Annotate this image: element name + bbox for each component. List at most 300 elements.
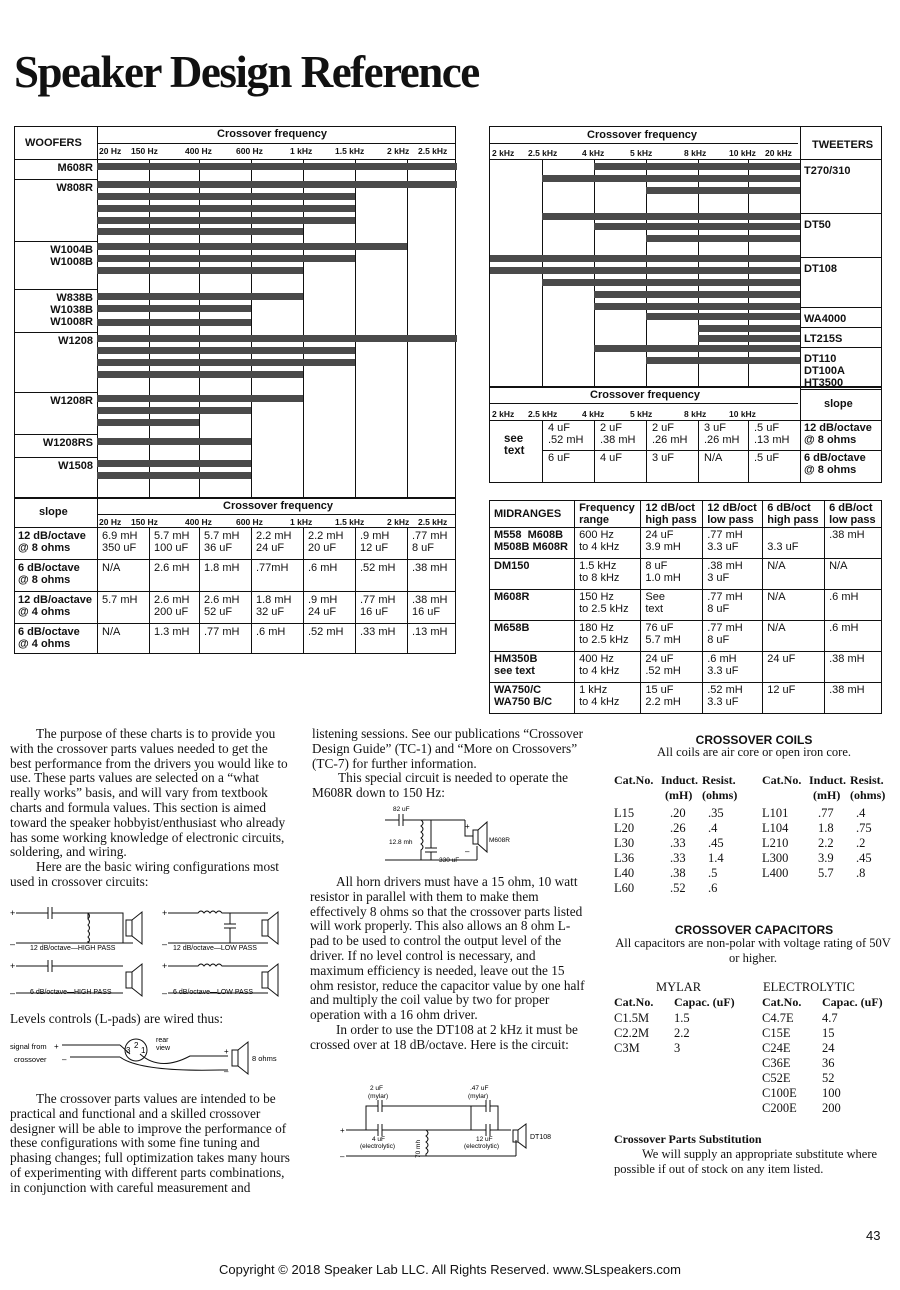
dt108-c2-type: (mylar) <box>468 1093 489 1100</box>
cap-value: 100 <box>822 1086 841 1100</box>
coil-unit-mh: (mH) <box>813 788 841 802</box>
midrange-value: .6 mH <box>825 590 882 621</box>
coil-inductance: 1.8 <box>818 821 834 835</box>
midrange-value: N/A <box>763 621 825 652</box>
tweeter-model: DT110 DT100A HT3500 <box>804 353 845 389</box>
woofer-slope-grid-line <box>407 527 408 653</box>
woofer-slope-row-line <box>15 623 455 624</box>
woofer-range-bar <box>97 335 457 342</box>
coil-inductance: .52 <box>670 881 686 895</box>
midranges-col-header: MIDRANGES <box>490 501 575 528</box>
lpad-diagram <box>10 1032 300 1082</box>
lpad-ohms-label: 8 ohms <box>252 1054 277 1063</box>
m608r-c2: 330 uF <box>439 857 460 864</box>
m608r-l1: 12.8 mh <box>389 839 413 846</box>
tweeter-tick: 8 kHz <box>684 148 707 158</box>
cap-catno: C3M <box>614 1041 640 1055</box>
tweeter-tick: 10 kHz <box>729 148 756 158</box>
tweeter-slope-tick: 8 kHz <box>684 409 707 419</box>
midrange-row <box>490 652 882 683</box>
woofer-slope-value: 2.6 mH 200 uF <box>154 594 190 618</box>
midrange-value: 8 uF 1.0 mH <box>641 559 703 590</box>
tweeter-model: T270/310 <box>804 165 851 177</box>
woofer-slope-value: 1.3 mH <box>154 626 190 638</box>
svg-text:+: + <box>162 961 168 971</box>
coils-subtitle: All coils are air core or open iron core. <box>656 745 851 759</box>
woofer-grid-line <box>355 159 356 497</box>
coil-header-resist: Resist. <box>702 773 736 787</box>
wiring-diagrams <box>8 900 298 1000</box>
lpad-pin-3: 3 <box>126 1046 131 1055</box>
fig-label-6db-low: 6 dB/octave—LOW PASS <box>173 989 254 996</box>
coil-catno: L40 <box>614 866 635 880</box>
page-title: Speaker Design Reference <box>14 47 479 97</box>
lpad-pin-2: 2 <box>134 1041 139 1050</box>
tweeter-crossover-label: Crossover frequency <box>587 129 698 141</box>
cap-value: 1.5 <box>674 1011 690 1025</box>
woofer-slope-label: slope <box>39 506 68 518</box>
woofer-row-line <box>15 179 97 180</box>
tweeter-row-line <box>800 307 881 308</box>
cap-value: 36 <box>822 1056 835 1070</box>
woofer-range-bar <box>97 193 355 200</box>
woofer-slope-value: .9 mH 24 uF <box>308 594 338 618</box>
woofer-slope-value: 2.6 mH 52 uF <box>204 594 240 618</box>
svg-text:+: + <box>10 908 16 918</box>
woofer-slope-value: .33 mH <box>360 626 396 638</box>
coil-resistance: .4 <box>856 806 866 820</box>
coil-catno: L300 <box>762 851 789 865</box>
midrange-model: DM150 <box>490 559 575 590</box>
midranges-col-header: 6 dB/oct low pass <box>825 501 882 528</box>
woofer-slope-value: 1.8 mH 32 uF <box>256 594 292 618</box>
tweeter-chart <box>489 126 882 388</box>
woofer-slope-value: .77mH <box>256 562 289 574</box>
tweeter-model: DT108 <box>804 263 838 275</box>
coil-catno: L20 <box>614 821 635 835</box>
tweeter-slope-tick: 10 kHz <box>729 409 756 419</box>
midrange-value: 12 uF <box>763 683 825 714</box>
woofer-tick: 2.5 kHz <box>418 146 448 156</box>
woofer-range-bar <box>97 359 355 366</box>
woofer-range-bar <box>97 293 303 300</box>
coil-resistance: .2 <box>856 836 866 850</box>
woofer-slope-grid-line <box>355 527 356 653</box>
intro-paragraph: The purpose of these charts is to provide you with the crossover parts values needed to get the best performance from the drivers you would like to use. These parts values are selected on a “what really works” basis, and will vary from textbook charts and formula values. This section is aimed toward the speaker hobbyist/enthusiast who already has some working knowledge of electronic circuits, soldering, and wiring. <box>10 726 288 860</box>
woofer-range-bar <box>97 228 303 235</box>
coil-resistance: .75 <box>856 821 872 835</box>
woofer-range-bar <box>97 181 457 188</box>
woofer-range-bar <box>97 438 251 445</box>
woofer-slope-value: .6 mH <box>256 626 286 638</box>
lpad-view-label: view <box>156 1045 171 1052</box>
woofer-tick: 600 Hz <box>236 146 263 156</box>
midrange-model: M658B <box>490 621 575 652</box>
coil-header-resist: Resist. <box>850 773 884 787</box>
woofer-model: M608R <box>57 162 93 174</box>
midrange-value: .38 mH <box>825 683 882 714</box>
coil-resistance: .45 <box>856 851 872 865</box>
woofer-row-line <box>15 434 97 435</box>
tweeter-slope-tick: 2 kHz <box>492 409 515 419</box>
midranges-header-row <box>490 501 882 528</box>
svg-text:–: – <box>10 939 16 949</box>
midrange-row <box>490 590 882 621</box>
tweeter-row-line <box>800 327 881 328</box>
midrange-value: N/A <box>763 590 825 621</box>
woofer-range-bar <box>97 163 457 170</box>
midrange-value: 180 Hz to 2.5 kHz <box>575 621 641 652</box>
coil-inductance: .33 <box>670 836 686 850</box>
svg-text:+: + <box>162 908 168 918</box>
dt108-c3: 4 uF <box>372 1136 386 1143</box>
tweeter-tick: 4 kHz <box>582 148 605 158</box>
woofer-tick: 1 kHz <box>290 146 313 156</box>
horn-drivers-paragraph: All horn drivers must have a 15 ohm, 10 watt resistor in parallel with them to make them effectively 8 ohms so that the crossover parts listed will work properly. This also allows an 8 ohm L-pad to be used to control the output level of the driver. If no level control is necessary, and maximum efficiency is needed, leave out the 15 ohm resistor, reduce the capacitor value by one half and multiply the coil value by two for proper operation with a 16 ohm driver. <box>310 874 585 1023</box>
midrange-value: N/A <box>763 559 825 590</box>
tweeter-slope-value: 2 uF .26 mH <box>652 422 688 446</box>
midrange-value: .38 mH <box>825 652 882 683</box>
midrange-model: M608R <box>490 590 575 621</box>
tweeter-slope-value: 6 uF <box>548 452 571 464</box>
cap-value: 15 <box>822 1026 835 1040</box>
svg-text:+: + <box>465 822 470 831</box>
tweeter-range-bar <box>646 313 800 320</box>
coil-resistance: .4 <box>708 821 718 835</box>
tweeter-range-bar <box>542 213 800 220</box>
woofer-slope-value: .13 mH <box>412 626 448 638</box>
midrange-row <box>490 683 882 714</box>
cap-value: 2.2 <box>674 1026 690 1040</box>
midrange-value: 150 Hz to 2.5 kHz <box>575 590 641 621</box>
tweeter-slope-grid-line <box>748 420 749 482</box>
tweeter-slope-tick: 4 kHz <box>582 409 605 419</box>
woofer-slope-value: .6 mH <box>308 562 338 574</box>
woofer-slope-row-label: 12 dB/octave @ 8 ohms <box>18 530 86 554</box>
woofer-range-bar <box>97 267 303 274</box>
cap-catno: C4.7E <box>762 1011 794 1025</box>
svg-text:+: + <box>54 1042 59 1051</box>
tweeter-range-bar <box>542 175 800 182</box>
tweeter-slope-value: 3 uF <box>652 452 675 464</box>
tweeter-slope-value: .5 uF <box>754 452 780 464</box>
tweeter-range-bar <box>542 279 800 286</box>
midrange-value: 15 uF 2.2 mH <box>641 683 703 714</box>
coil-inductance: 3.9 <box>818 851 834 865</box>
tweeter-slope-value: 4 uF .52 mH <box>548 422 584 446</box>
woofer-slope-value: 5.7 mH 36 uF <box>204 530 240 554</box>
tweeter-slope-value: 2 uF .38 mH <box>600 422 636 446</box>
closing-text <box>10 1092 292 1196</box>
coil-inductance: .38 <box>670 866 686 880</box>
tweeter-range-bar <box>646 357 800 364</box>
substitution-title: Crossover Parts Substitution <box>614 1132 762 1146</box>
midrange-row <box>490 528 882 559</box>
woofer-range-bar <box>97 419 199 426</box>
midrange-value: .38 mH 3 uF <box>703 559 763 590</box>
tweeter-slope-value: N/A <box>704 452 723 464</box>
tweeter-model: WA4000 <box>804 313 847 325</box>
woofer-model: W808R <box>56 182 93 194</box>
woofer-slope-tick: 600 Hz <box>236 517 263 527</box>
tweeter-tick: 2.5 kHz <box>528 148 558 158</box>
tweeter-see-text: see text <box>504 433 525 457</box>
woofer-model: W838B W1038B W1008R <box>50 292 93 328</box>
woofer-tick: 20 Hz <box>99 146 122 156</box>
coil-header-induct: Induct. <box>809 773 847 787</box>
svg-text:+: + <box>340 1126 345 1135</box>
midranges-table <box>489 500 882 714</box>
cap-header-capac: Capac. (uF) <box>674 995 735 1009</box>
woofer-slope-value: 6.9 mH 350 uF <box>102 530 138 554</box>
coil-resistance: 1.4 <box>708 851 724 865</box>
coil-unit-ohms: (ohms) <box>702 788 738 802</box>
woofer-slope-crossover-label: Crossover frequency <box>223 500 334 512</box>
tweeter-slope-grid-line <box>594 420 595 482</box>
coil-inductance: 2.2 <box>818 836 834 850</box>
midrange-value: See text <box>641 590 703 621</box>
woofer-slope-value: N/A <box>102 562 121 574</box>
coil-catno: L210 <box>762 836 789 850</box>
coil-header-catno: Cat.No. <box>614 773 654 787</box>
dt108-speaker: DT108 <box>530 1134 552 1141</box>
svg-text:–: – <box>224 1067 229 1076</box>
tweeter-tick: 5 kHz <box>630 148 653 158</box>
tweeter-slope-tick: 5 kHz <box>630 409 653 419</box>
dt108-paragraph: In order to use the DT108 at 2 kHz it must be crossed over at 18 dB/octave. Here is the circuit: <box>310 1021 578 1052</box>
tweeter-row-line <box>800 347 881 348</box>
tweeter-range-bar <box>490 255 800 262</box>
coil-unit-ohms: (ohms) <box>850 788 886 802</box>
woofer-slope-value: .77 mH 8 uF <box>412 530 448 554</box>
woofer-slope-row-label: 6 dB/octave @ 4 ohms <box>18 626 80 650</box>
capacitors-subtitle: All capacitors are non-polar with voltage rating of 50V or higher. <box>615 936 891 965</box>
woofer-tick: 1.5 kHz <box>335 146 365 156</box>
woofer-range-bar <box>97 217 355 224</box>
woofer-model: W1208RS <box>42 437 93 449</box>
woofer-range-bar <box>97 305 251 312</box>
coil-catno: L101 <box>762 806 789 820</box>
woofer-slope-value: .38 mH 16 uF <box>412 594 448 618</box>
midrange-row <box>490 559 882 590</box>
coil-resistance: .35 <box>708 806 724 820</box>
woofer-slope-tick: 150 Hz <box>131 517 158 527</box>
tweeter-range-bar <box>698 325 800 332</box>
tweeter-slope-tick: 2.5 kHz <box>528 409 558 419</box>
dt108-c4: 12 uF <box>476 1136 493 1143</box>
woofer-range-bar <box>97 347 355 354</box>
cap-value: 4.7 <box>822 1011 838 1025</box>
woofer-slope-value: .77 mH <box>204 626 240 638</box>
woofer-grid-line <box>407 159 408 497</box>
coil-inductance: .77 <box>818 806 834 820</box>
cap-value: 52 <box>822 1071 835 1085</box>
dt108-l1: 70 mh <box>415 1139 422 1158</box>
woofer-tick: 400 Hz <box>185 146 212 156</box>
m608r-speaker: M608R <box>489 837 510 844</box>
lpad-signal-label: signal from <box>10 1042 47 1051</box>
midrange-value: 1.5 kHz to 8 kHz <box>575 559 641 590</box>
woofer-slope-value: .9 mH 12 uF <box>360 530 390 554</box>
woofer-model: W1004B W1008B <box>50 244 93 268</box>
woofer-tick: 2 kHz <box>387 146 410 156</box>
tweeter-slope-grid-line <box>800 420 801 482</box>
capacitors-title: CROSSOVER CAPACITORS <box>674 923 834 937</box>
cap-value: 200 <box>822 1101 841 1115</box>
coil-resistance: .45 <box>708 836 724 850</box>
midrange-value: 24 uF <box>763 652 825 683</box>
dt108-c1-type: (mylar) <box>368 1093 389 1100</box>
midrange-row <box>490 621 882 652</box>
intro-text <box>10 727 292 890</box>
coil-resistance: .8 <box>856 866 866 880</box>
coil-resistance: .5 <box>708 866 718 880</box>
woofer-crossover-label: Crossover frequency <box>217 128 328 140</box>
copyright-footer: Copyright © 2018 Speaker Lab LLC. All Rights Reserved. www.SLspeakers.com <box>219 1262 681 1277</box>
tweeter-range-bar <box>594 163 800 170</box>
coil-inductance: .26 <box>670 821 686 835</box>
fig-label-12db-high: 12 dB/octave—HIGH PASS <box>30 945 116 952</box>
coil-header-induct: Induct. <box>661 773 699 787</box>
substitution-text: We will supply an appropriate substitute where possible if out of stock on any item listed. <box>614 1147 878 1176</box>
woofer-model: W1208 <box>58 335 93 347</box>
midranges-col-header: 6 dB/oct high pass <box>763 501 825 528</box>
lpad-rear-label: rear <box>156 1037 169 1044</box>
m608r-c1: 82 uF <box>393 806 410 813</box>
woofer-slope-value: 5.7 mH 100 uF <box>154 530 190 554</box>
midrange-value: .77 mH 8 uF <box>703 621 763 652</box>
tweeter-slope-row-line <box>542 450 881 451</box>
woofer-slope-tick: 1 kHz <box>290 517 313 527</box>
tweeters-header: TWEETERS <box>812 139 874 151</box>
woofer-slope-value: .38 mH <box>412 562 448 574</box>
midrange-value: 24 uF 3.9 mH <box>641 528 703 559</box>
cap-catno: C2.2M <box>614 1026 650 1040</box>
woofer-slope-row-label: 12 dB/oactave @ 4 ohms <box>18 594 92 618</box>
coil-inductance: 5.7 <box>818 866 834 880</box>
tweeter-model: LT215S <box>804 333 843 345</box>
coil-inductance: .33 <box>670 851 686 865</box>
tweeter-row-line <box>800 257 881 258</box>
woofer-slope-value: .77 mH 16 uF <box>360 594 396 618</box>
lpad-intro: Levels controls (L-pads) are wired thus: <box>10 1011 224 1026</box>
tweeter-slope-table <box>489 386 882 483</box>
dt108-c4-type: (electrolytic) <box>464 1143 500 1150</box>
tweeter-slope-crossover-label: Crossover frequency <box>590 389 701 401</box>
svg-text:–: – <box>62 1055 67 1064</box>
svg-text:–: – <box>340 1152 345 1161</box>
cap-catno: C100E <box>762 1086 797 1100</box>
tweeter-range-bar <box>594 345 800 352</box>
svg-text:–: – <box>465 847 470 856</box>
coil-unit-mh: (mH) <box>665 788 693 802</box>
tweeter-slope-row-label: 6 dB/octave @ 8 ohms <box>804 452 866 476</box>
woofer-slope-tick: 1.5 kHz <box>335 517 365 527</box>
coil-catno: L30 <box>614 836 635 850</box>
woofer-range-bar <box>97 255 355 262</box>
midrange-value: 1 kHz to 4 kHz <box>575 683 641 714</box>
midrange-value: 24 uF .52 mH <box>641 652 703 683</box>
midranges-col-header: 12 dB/oct low pass <box>703 501 763 528</box>
tweeter-range-bar <box>646 235 800 242</box>
tweeter-slope-grid-line <box>542 420 543 482</box>
woofer-slope-value: 2.2 mH 24 uF <box>256 530 292 554</box>
woofer-range-bar <box>97 472 251 479</box>
cap-header-capac: Capac. (uF) <box>822 995 883 1009</box>
woofer-model: W1208R <box>50 395 93 407</box>
midranges-col-header: Frequency range <box>575 501 641 528</box>
tweeter-slope-value: 4 uF <box>600 452 623 464</box>
tweeter-range-bar <box>490 267 800 274</box>
coil-catno: L60 <box>614 881 635 895</box>
midrange-value: 76 uF 5.7 mH <box>641 621 703 652</box>
col2-text-bottom <box>310 875 588 1053</box>
woofer-slope-value: .52 mH <box>308 626 344 638</box>
m608r-paragraph: This special circuit is needed to operate the M608R down to 150 Hz: <box>312 770 569 801</box>
woofer-slope-row-line <box>15 559 455 560</box>
midrange-value: N/A <box>825 559 882 590</box>
woofer-slope-value: 5.7 mH <box>102 594 138 606</box>
woofers-header: WOOFERS <box>25 137 82 149</box>
tweeter-range-bar <box>594 223 800 230</box>
electrolytic-label: ELECTROLYTIC <box>763 980 855 994</box>
midrange-value: .77 mH 8 uF <box>703 590 763 621</box>
woofer-slope-value: .52 mH <box>360 562 396 574</box>
svg-text:–: – <box>10 988 16 998</box>
midrange-model: WA750/C WA750 B/C <box>490 683 575 714</box>
woofer-chart <box>14 126 456 498</box>
woofer-row-line <box>15 457 97 458</box>
midrange-value: 3.3 uF <box>763 528 825 559</box>
coil-catno: L36 <box>614 851 635 865</box>
woofer-slope-grid-line <box>149 527 150 653</box>
woofer-slope-value: 2.6 mH <box>154 562 190 574</box>
midrange-value: 600 Hz to 4 kHz <box>575 528 641 559</box>
m608r-circuit <box>385 802 525 866</box>
woofer-slope-row-line <box>15 653 455 654</box>
dt108-circuit <box>336 1082 566 1162</box>
woofer-slope-tick: 20 Hz <box>99 517 122 527</box>
woofer-row-line <box>15 241 97 242</box>
coils-title: CROSSOVER COILS <box>695 733 813 747</box>
tweeter-range-bar <box>646 187 800 194</box>
midrange-value: .38 mH <box>825 528 882 559</box>
cap-catno: C1.5M <box>614 1011 650 1025</box>
tweeter-tick: 2 kHz <box>492 148 515 158</box>
woofer-range-bar <box>97 319 251 326</box>
midrange-value: .52 mH 3.3 uF <box>703 683 763 714</box>
woofer-row-line <box>15 332 97 333</box>
dt108-c2: .47 uF <box>470 1085 489 1092</box>
woofer-model: W1508 <box>58 460 93 472</box>
woofer-slope-tick: 2 kHz <box>387 517 410 527</box>
woofer-range-bar <box>97 460 251 467</box>
woofer-range-bar <box>97 205 355 212</box>
midrange-value: .6 mH <box>825 621 882 652</box>
coil-catno: L15 <box>614 806 635 820</box>
cap-catno: C36E <box>762 1056 791 1070</box>
woofer-tick: 150 Hz <box>131 146 158 156</box>
woofer-slope-grid-line <box>199 527 200 653</box>
cap-catno: C15E <box>762 1026 791 1040</box>
coil-resistance: .6 <box>708 881 718 895</box>
tweeter-row-line <box>800 213 881 214</box>
page-number: 43 <box>866 1228 881 1243</box>
woofer-slope-row-line <box>15 591 455 592</box>
woofer-slope-value: 2.2 mH 20 uF <box>308 530 344 554</box>
woofer-slope-grid-line <box>303 527 304 653</box>
tweeter-model: DT50 <box>804 219 831 231</box>
